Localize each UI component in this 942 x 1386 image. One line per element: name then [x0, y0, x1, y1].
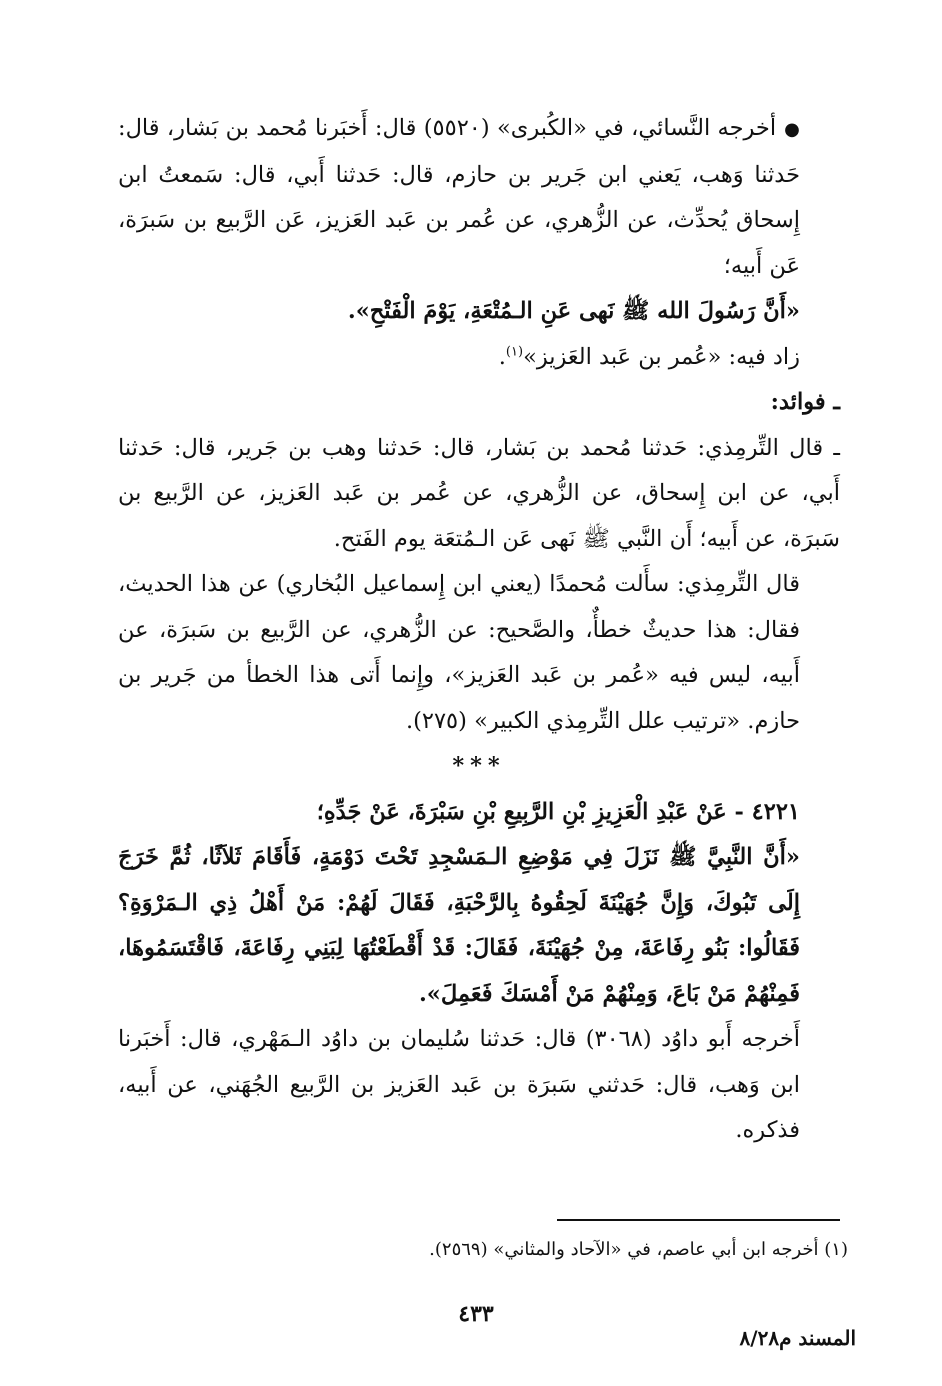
para1-line3: ابن إِسحاق يُحدِّث، عن الزُّهري، عن عُمر بن عَبد العَزيز، عَن الرَّبيع بن [118, 161, 800, 233]
tirmidhi-paragraph [118, 426, 840, 563]
zad-text: زاد فيه: «عُمر بن عَبد العَزيز» [523, 343, 800, 370]
abudawud-line3: أَبيه، فذكره. [118, 1071, 800, 1143]
page-number: ٤٣٣ [458, 1301, 494, 1327]
tirmidhi-line3: سَبرَة، عن أَبيه؛ أَن النَّبي ﷺ نَهى عَن الـمُتعَة يوم الفَتح. [333, 525, 840, 552]
hadith-text-1: «أَنَّ رَسُولَ الله ﷺ نَهى عَنِ الـمُتْعَةِ، يَوْمَ الْفَتْحِ». [347, 298, 800, 324]
signature-mark: المسند م٨/٢٨ [739, 1326, 856, 1350]
hadith-text-2 [118, 835, 840, 1017]
hadith2-line4: بَاعَ، وَمِنْهُمْ مَنْ أَمْسَكَ فَعَمِلَ». [418, 980, 700, 1007]
tirmidhi-line1: ـ قال التِّرمِذي: حَدثنا مُحمد بن بَشار، قال: حَدثنا وهب بن جَرير، قال: [173, 434, 840, 461]
para1-line4: سَبرَة، عَن أَبيه؛ [118, 207, 800, 279]
fawaid-heading: ـ فوائد: [770, 389, 840, 415]
tirmidhi2-line2: فقال: هذا حديثٌ خطأٌ، والصَّحيح: عن الزُّهري، عن الرَّبيع بن سَبرَة، عن أَبيه، [118, 616, 800, 688]
abudawud-line1: أَخرجه أَبو داوُد (٣٠٦٨) قال: حَدثنا سُليمان بن داوُد الـمَهْري، قال: [180, 1026, 801, 1052]
bullet-icon: ● [784, 119, 800, 140]
hadith2-line2: إِلَى تَبُوكَ، وَإِنَّ جُهَيْنَةَ لَحِقُوهُ بِالرَّحْبَةِ، فَقَالَ لَهُمْ: مَنْ أَهْلُ ذِي الـمَرْوَةِ؟ فَقَالُوا: [118, 889, 800, 961]
hadith2-line1: «أَنَّ النَّبِيَّ ﷺ نَزَلَ فِي مَوْضِعِ الـمَسْجِدِ تَحْتَ دَوْمَةٍ، فَأَقَامَ ثَلاَثًا، ثُمَّ خَرَجَ [118, 844, 800, 870]
tirmidhi-line2: حَدثنا أَبي، عن ابن إِسحاق، عن الزُّهري، عن عُمر بن عَبد العَزيز، عن الرَّبيع بن [118, 434, 840, 506]
takhrij-paragraph-nasai [118, 106, 840, 289]
hadith-number-heading: ٤٢٢١ - عَنْ عَبْدِ الْعَزِيزِ بْنِ الرَّبِيعِ بْنِ سَبْرَةَ، عَنْ جَدِّهِ؛ [316, 798, 800, 825]
para1-line2: قال: حَدثنا وَهب، يَعني ابن جَرير بن حازم، قال: حَدثنا أَبي، قال: سَمعتُ [118, 115, 800, 188]
footnote-divider [557, 1219, 840, 1221]
footnote-text: (١) أخرجه ابن أبي عاصم، في «الآحاد والمثاني» (٢٥٦٩). [429, 1239, 848, 1260]
tirmidhi2-line4: علل التِّرمِذي الكبير» (٢٧٥). [405, 707, 666, 734]
abudawud-line2: أَخبَرنا ابن وَهب، قال: حَدثني سَبرَة بن عَبد العَزيز بن الرَّبيع الجُهَني، عن [118, 1026, 801, 1098]
footnote-reference: (١) [505, 344, 524, 359]
tirmidhi2-line1: قال التِّرمِذي: سأَلت مُحمدًا (يعني ابن إِسماعيل البُخاري) عن هذا الحديث، [118, 571, 800, 597]
para1-line1: أخرجه النَّسائي، في «الكُبرى» (٥٥٢٠) قال: أَخبَرنا مُحمد بن بَشار، [166, 115, 777, 141]
main-text [118, 106, 840, 1154]
section-separator: *** [452, 753, 506, 779]
hadith2-line3: بَنُو رِفَاعَةَ، مِنْ جُهَيْنَةَ، فَقَالَ: قَدْ أَقْطَعْتُهَا لِبَنِي رِفَاعَةَ، فَاقْتَسَمُوهَا، فَمِنْهُمْ مَنْ [118, 935, 800, 1007]
takhrij-paragraph-abudawud [118, 1017, 840, 1154]
zad-fihi-line: زاد فيه: «عُمر بن عَبد العَزيز»$^{(١)}$. [498, 343, 800, 370]
tirmidhi-bukhari-paragraph [118, 562, 840, 744]
tirmidhi2-line3: ليس فيه «عُمر بن عَبد العَزيز»، وإِنما أَتى هذا الخطأ من جَرير بن حازم. «ترتيب [118, 662, 800, 734]
